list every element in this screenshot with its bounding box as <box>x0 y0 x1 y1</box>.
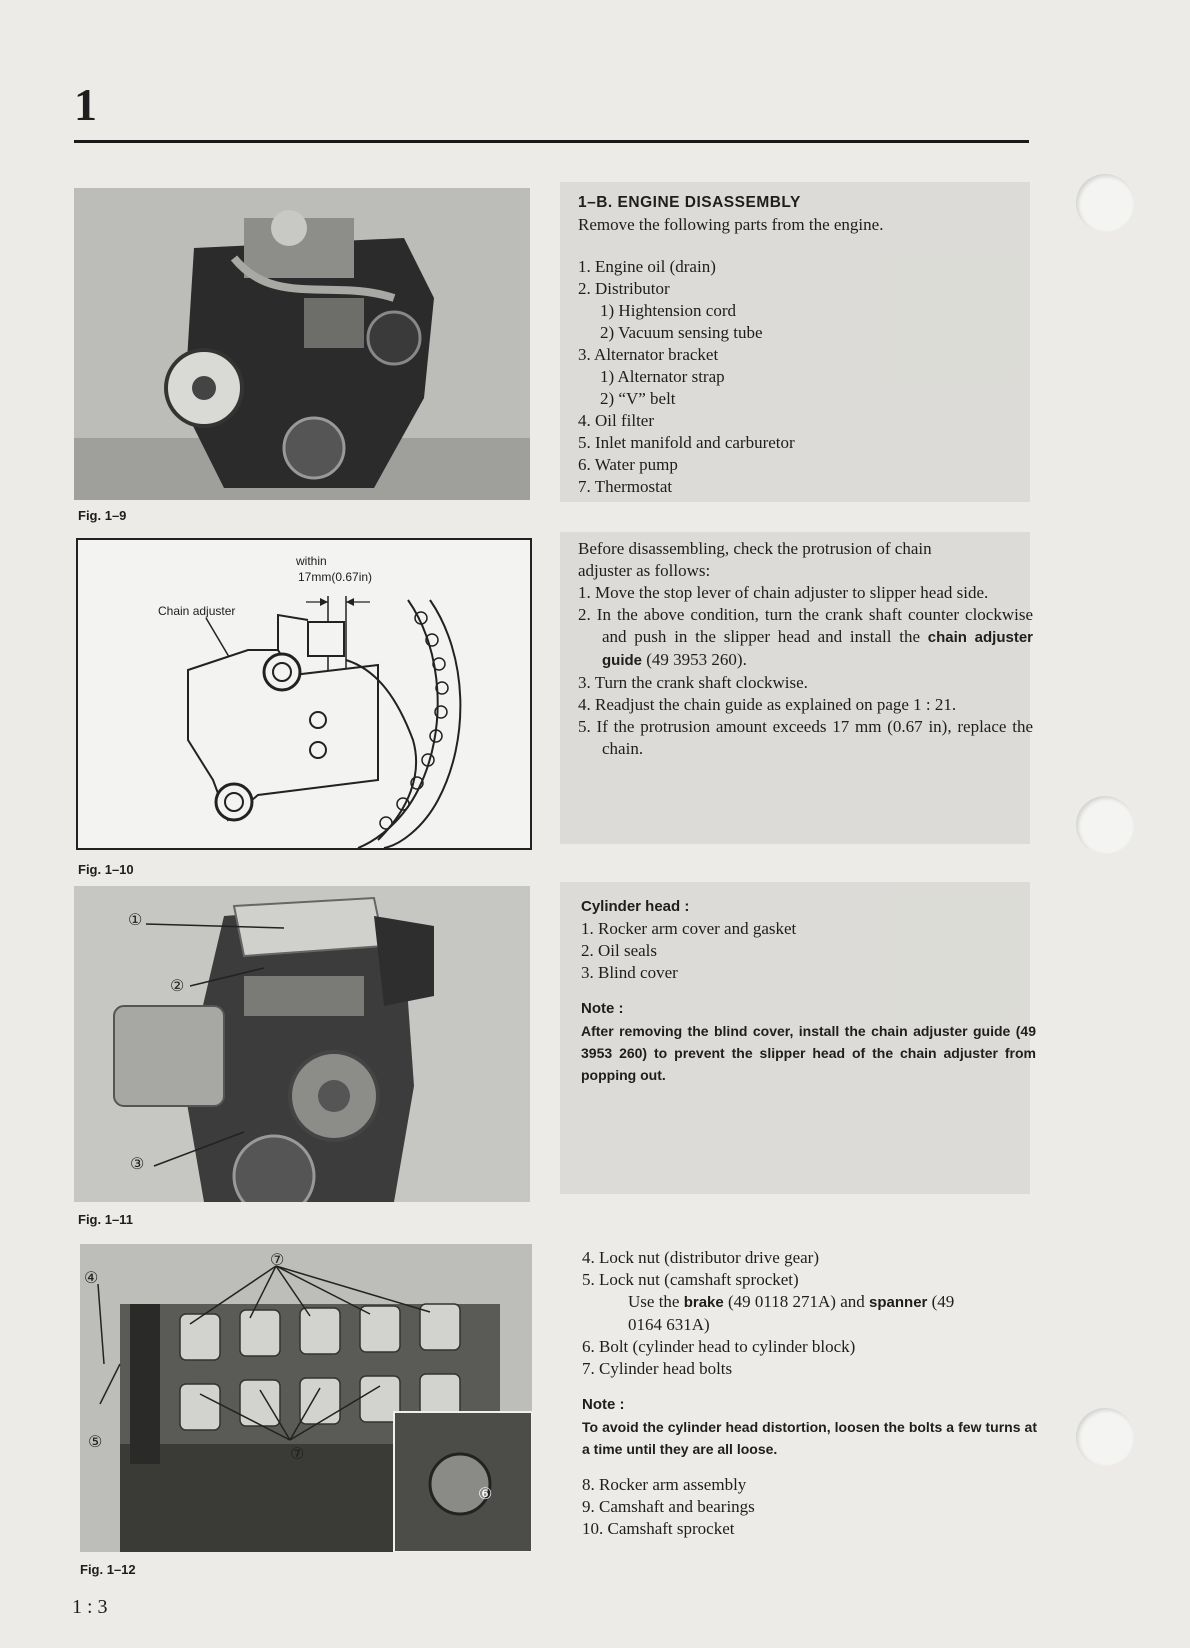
list-item: 1) Hightension cord <box>600 301 736 320</box>
step-2-text: 2. In the above condition, turn the crank shaft counter clockwise and push in the slipper head and install the <box>578 605 1033 646</box>
step-2-part-number: (49 3953 260). <box>646 650 747 669</box>
spanner-part-prefix: (49 <box>931 1292 955 1311</box>
list-item: 1. Rocker arm cover and gasket <box>581 919 797 938</box>
callout-5: ⑤ <box>88 1434 103 1451</box>
chapter-number: 1 <box>74 79 97 130</box>
engine-photo-fig-1-9 <box>74 188 530 500</box>
list-item: 6. Bolt (cylinder head to cylinder block) <box>582 1337 856 1356</box>
paragraph-line: Before disassembling, check the protrusion of chain <box>578 539 932 558</box>
callout-4: ④ <box>84 1270 99 1287</box>
list-item: 2. Distributor <box>578 279 670 298</box>
punch-hole <box>1076 174 1134 232</box>
figure-caption: Fig. 1–11 <box>78 1212 133 1227</box>
list-item: 1. Engine oil (drain) <box>578 257 716 276</box>
list-item: 5. Lock nut (camshaft sprocket) <box>582 1270 799 1289</box>
step-5: 5. If the protrusion amount exceeds 17 mm (0.67 in), replace the chain. <box>578 717 1033 758</box>
list-item: 6. Water pump <box>578 455 678 474</box>
list-item: 2) Vacuum sensing tube <box>600 323 763 342</box>
list-item: 2. Oil seals <box>581 941 658 960</box>
figure-caption: Fig. 1–10 <box>78 862 134 877</box>
list-item: 2) “V” belt <box>600 389 676 408</box>
note-title: Note : <box>582 1396 625 1413</box>
paragraph-line: adjuster as follows: <box>578 561 711 580</box>
list-item: 4. Lock nut (distributor drive gear) <box>582 1248 819 1267</box>
list-item: 3. Blind cover <box>581 963 678 982</box>
step-1: 1. Move the stop lever of chain adjuster to slipper head side. <box>578 583 989 602</box>
section-title: Cylinder head : <box>581 898 690 915</box>
list-item: 1) Alternator strap <box>600 367 725 386</box>
engine-photo-fig-1-11 <box>74 886 530 1202</box>
note-body: After removing the blind cover, install the chain adjuster guide (49 3953 260) to prevent the slipper head of the chain adjuster from popping out. <box>581 1023 1036 1083</box>
list-item-detail <box>582 1291 1037 1314</box>
note-body: To avoid the cylinder head distortion, loosen the bolts a few turns at a time until they are all loose. <box>582 1419 1037 1457</box>
list-item: 7. Thermostat <box>578 477 673 496</box>
list-item: 7. Cylinder head bolts <box>582 1359 733 1378</box>
cylinder-head-photo-fig-1-12 <box>80 1244 532 1552</box>
callout-6: ⑥ <box>478 1486 493 1503</box>
measurement-label: 17mm(0.67in) <box>298 570 373 584</box>
step-3: 3. Turn the crank shaft clockwise. <box>578 673 808 692</box>
callout-7-bottom: ⑦ <box>290 1446 305 1463</box>
list-item: 10. Camshaft sprocket <box>582 1519 735 1538</box>
list-item-detail: 0164 631A) <box>628 1315 710 1334</box>
step-4: 4. Readjust the chain guide as explained on page 1 : 21. <box>578 695 957 714</box>
page-number: 1 : 3 <box>72 1596 108 1618</box>
punch-hole <box>1076 1408 1134 1466</box>
section-title: 1–B. ENGINE DISASSEMBLY <box>578 194 801 211</box>
section-cylinder-head-removal <box>582 1247 1037 1540</box>
callout-3: ③ <box>130 1156 145 1173</box>
spanner-term: spanner <box>869 1294 928 1311</box>
list-item: 8. Rocker arm assembly <box>582 1475 747 1494</box>
header-rule <box>74 140 1029 143</box>
list-item: 9. Camshaft and bearings <box>582 1497 755 1516</box>
brake-term: brake <box>683 1294 724 1311</box>
use-text: Use the <box>628 1292 680 1311</box>
section-chain-check <box>578 538 1033 760</box>
chain-adjuster-diagram <box>76 538 532 850</box>
list-item: 3. Alternator bracket <box>578 345 719 364</box>
section-cylinder-head <box>581 896 1036 1086</box>
note-title: Note : <box>581 1000 624 1017</box>
callout-2: ② <box>170 978 185 995</box>
list-item: 5. Inlet manifold and carburetor <box>578 433 795 452</box>
chain-adjuster-guide-term: chain adjuster guide <box>602 629 1033 669</box>
section-intro: Remove the following parts from the engine. <box>578 215 884 234</box>
figure-caption: Fig. 1–9 <box>78 508 127 523</box>
within-label: within <box>296 554 327 568</box>
brake-part-number: (49 0118 271A) and <box>728 1292 865 1311</box>
callout-7-top: ⑦ <box>270 1252 285 1269</box>
punch-hole <box>1076 796 1134 854</box>
callout-1: ① <box>128 912 143 929</box>
list-item: 4. Oil filter <box>578 411 655 430</box>
chain-adjuster-label: Chain adjuster <box>158 604 236 618</box>
figure-caption: Fig. 1–12 <box>80 1562 136 1577</box>
step-2 <box>578 604 1033 672</box>
section-engine-disassembly <box>578 192 1038 498</box>
